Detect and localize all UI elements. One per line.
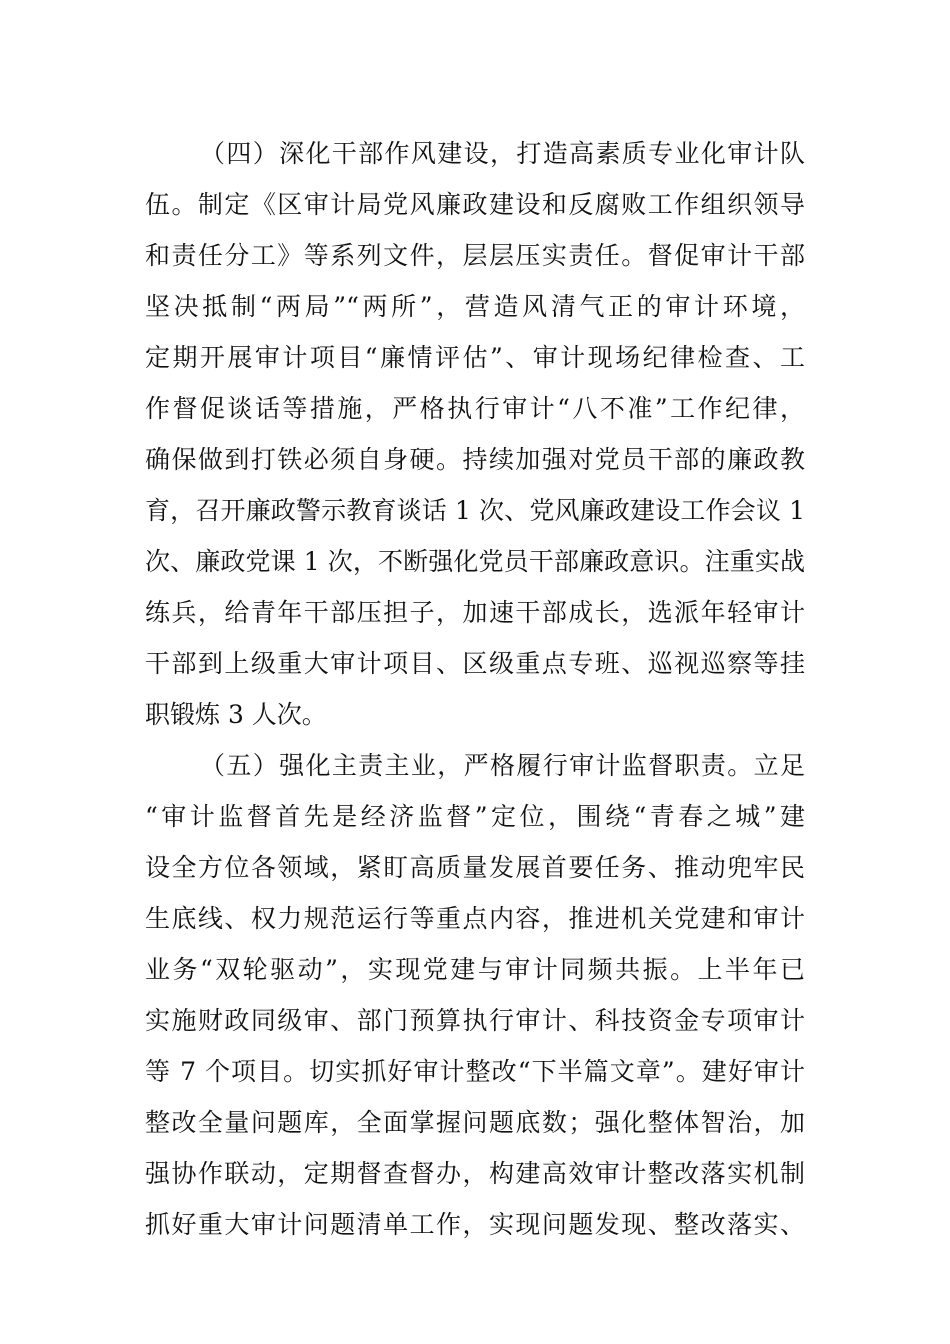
paragraph-2-line-8: 整改全量问题库，全面掌握问题底数；强化整体智治，加	[145, 1108, 805, 1137]
paragraph-1-line-10: 练兵，给青年干部压担子，加速干部成长，选派年轻审计	[145, 598, 805, 627]
paragraph-1-line-3: 和责任分工》等系列文件，层层压实责任。督促审计干部	[145, 241, 805, 270]
paragraph-2-line-4: 生底线、权力规范运行等重点内容，推进机关党建和审计	[145, 904, 805, 933]
paragraph-2-line-6: 实施财政同级审、部门预算执行审计、科技资金专项审计	[145, 1006, 805, 1035]
paragraph-1-line-1: （四）深化干部作风建设，打造高素质专业化审计队	[200, 139, 805, 168]
paragraph-1-line-4: 坚决抵制“两局”“两所”，营造风清气正的审计环境，	[145, 292, 805, 321]
paragraph-2-line-2: “审计监督首先是经济监督”定位，围绕“青春之城”建	[145, 802, 805, 831]
paragraph-2-line-3: 设全方位各领域，紧盯高质量发展首要任务、推动兜牢民	[145, 853, 805, 882]
paragraph-1-line-6: 作督促谈话等措施，严格执行审计“八不准”工作纪律，	[145, 394, 805, 423]
paragraph-2-line-10: 抓好重大审计问题清单工作，实现问题发现、整改落实、	[145, 1210, 805, 1239]
paragraph-2-line-7: 等 7 个项目。切实抓好审计整改“下半篇文章”。建好审计	[145, 1057, 805, 1086]
paragraph-1-line-2: 伍。制定《区审计局党风廉政建设和反腐败工作组织领导	[145, 190, 805, 219]
paragraph-1-line-11: 干部到上级重大审计项目、区级重点专班、巡视巡察等挂	[145, 649, 805, 678]
paragraph-1-line-9: 次、廉政党课 1 次，不断强化党员干部廉政意识。注重实战	[145, 547, 805, 576]
paragraph-2-line-5: 业务“双轮驱动”，实现党建与审计同频共振。上半年已	[145, 955, 805, 984]
paragraph-1-line-8: 育，召开廉政警示教育谈话 1 次、党风廉政建设工作会议 1	[145, 496, 805, 525]
paragraph-2-line-1: （五）强化主责主业，严格履行审计监督职责。立足	[200, 751, 805, 780]
paragraph-1-line-12: 职锻炼 3 人次。	[145, 700, 327, 729]
paragraph-1-line-7: 确保做到打铁必须自身硬。持续加强对党员干部的廉政教	[145, 445, 805, 474]
paragraph-1-line-5: 定期开展审计项目“廉情评估”、审计现场纪律检查、工	[145, 343, 805, 372]
paragraph-2-line-9: 强协作联动，定期督查督办，构建高效审计整改落实机制	[145, 1159, 805, 1188]
